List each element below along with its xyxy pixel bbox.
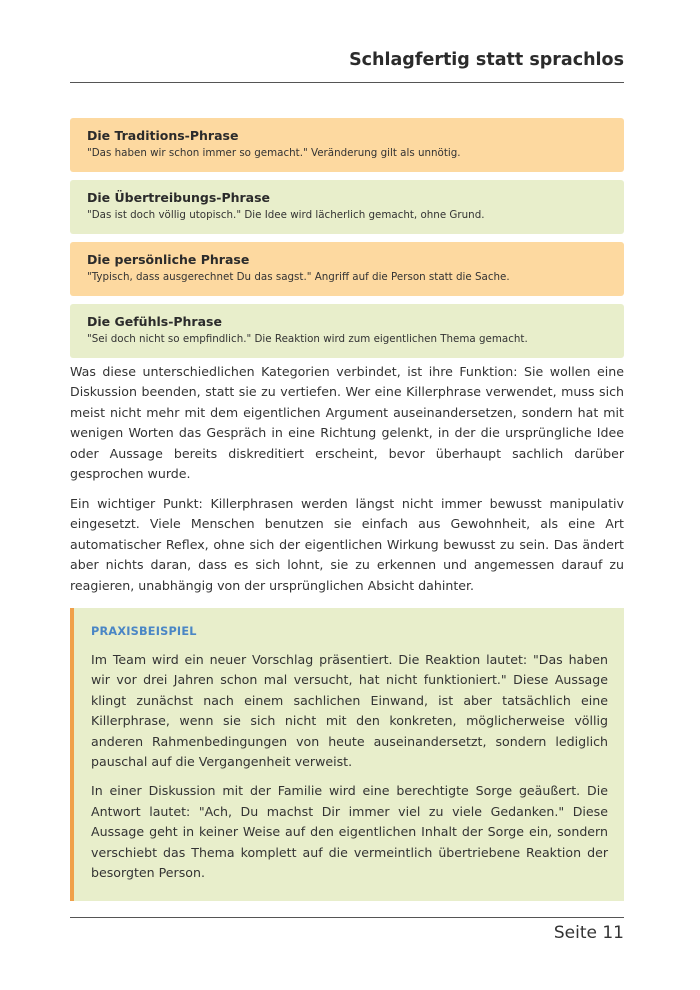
phrase-card-exaggeration: [70, 180, 624, 234]
phrase-card-personal: [70, 242, 624, 296]
body-paragraph-2: [70, 494, 624, 596]
phrase-card-feelings: [70, 304, 624, 358]
practice-label: PRAXISBEISPIEL: [91, 625, 197, 638]
paragraph-text: Was diese unterschiedlichen Kategorien verbindet, ist ihre Funktion: Sie wollen eine Diskussion beenden, statt sie zu vertiefen. Wer eine Killerphrase verwendet, muss sich meist nicht mehr mit dem eigentlichen Argument auseinandersetzen, sondern hat mit wenigen Worten das Gespräch in eine Richtung gelenkt, in der die ursprüngliche Idee oder Aussage bereits diskreditiert erscheint, bevor überhaupt sachlich darüber gesprochen wurde.: [70, 364, 624, 482]
card-text: "Das haben wir schon immer so gemacht." Veränderung gilt als unnötig.: [87, 147, 461, 159]
card-title: Die Übertreibungs-Phrase: [87, 190, 271, 205]
footer-divider: [70, 917, 624, 918]
header-divider: [70, 82, 624, 83]
card-title: Die Traditions-Phrase: [87, 128, 239, 143]
phrase-cards: [70, 118, 624, 366]
card-text: "Das ist doch völlig utopisch." Die Idee wird lächerlich gemacht, ohne Grund.: [87, 209, 485, 221]
practice-example-box: [70, 608, 624, 901]
card-title: Die Gefühls-Phrase: [87, 314, 222, 329]
card-text: "Typisch, dass ausgerechnet Du das sagst." Angriff auf die Person statt die Sache.: [87, 271, 510, 283]
practice-paragraph: Im Team wird ein neuer Vorschlag präsentiert. Die Reaktion lautet: "Das haben wir vor drei Jahren schon mal versucht, hat nicht funktioniert." Diese Aussage klingt zunächst nach einem sachlichen Einwand, ist aber tatsächlich eine Killerphrase, wenn sie sich nicht mit den konkreten, möglicherweise völlig anderen Rahmenbedingungen von heute auseinandersetzt, sondern lediglich pauschal auf die Vergangenheit verweist.: [91, 652, 608, 770]
paragraph-text: Ein wichtiger Punkt: Killerphrasen werden längst nicht immer bewusst manipulativ eingesetzt. Viele Menschen benutzen sie einfach aus Gewohnheit, als eine Art automatischer Reflex, ohne sich der eigentlichen Wirkung bewusst zu sein. Das ändert aber nichts daran, dass es sich lohnt, sie zu erkennen und angemessen darauf zu reagieren, unabhängig von der ursprünglichen Absicht dahinter.: [70, 496, 624, 593]
card-text: "Sei doch nicht so empfindlich." Die Reaktion wird zum eigentlichen Thema gemacht.: [87, 333, 528, 345]
page-header-title: Schlagfertig statt sprachlos: [349, 50, 624, 70]
page-number: Seite 11: [553, 923, 624, 943]
phrase-card-tradition: [70, 118, 624, 172]
body-paragraph-1: [70, 362, 624, 484]
card-title: Die persönliche Phrase: [87, 252, 250, 267]
practice-paragraph: In einer Diskussion mit der Familie wird eine berechtigte Sorge geäußert. Die Antwort lautet: "Ach, Du machst Dir immer viel zu viele Gedanken." Diese Aussage geht in keiner Weise auf den eigentlichen Inhalt der Sorge ein, sondern verschiebt das Thema komplett auf die vermeintlich übertriebene Reaktion der besorgten Person.: [91, 783, 608, 881]
